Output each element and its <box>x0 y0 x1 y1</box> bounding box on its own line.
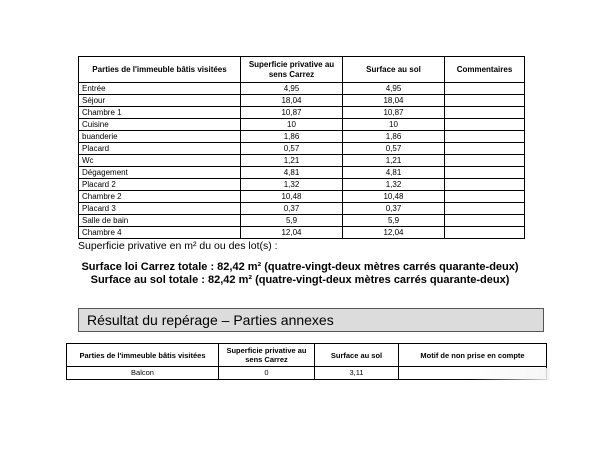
cell-comment <box>445 203 525 215</box>
table-row <box>79 203 525 215</box>
cell-sol: 10,48 <box>343 191 445 203</box>
cell-carrez: 0,57 <box>241 143 343 155</box>
cell-carrez: 18,04 <box>241 95 343 107</box>
cell-sol: 5,9 <box>343 215 445 227</box>
header-parties: Parties de l'immeuble bâtis visitées <box>79 57 241 83</box>
cell-comment <box>445 215 525 227</box>
cell-room-name: Entrée <box>79 83 241 95</box>
cell-comment <box>445 143 525 155</box>
cell-carrez: 0 <box>219 367 315 380</box>
cell-sol: 18,04 <box>343 95 445 107</box>
cell-room-name: Chambre 4 <box>79 227 241 239</box>
summary-intro: Superficie privative en m² du ou des lot(s) : <box>78 240 278 252</box>
cell-comment <box>445 155 525 167</box>
table-header-row <box>79 57 525 83</box>
section-title-annexes: Résultat du repérage – Parties annexes <box>78 308 544 332</box>
cell-sol: 1,21 <box>343 155 445 167</box>
cell-sol: 1,32 <box>343 179 445 191</box>
cell-carrez: 5,9 <box>241 215 343 227</box>
cell-room-name: Balcon <box>67 367 219 380</box>
parties-table <box>78 56 525 239</box>
table-row <box>79 167 525 179</box>
header-sol: Surface au sol <box>315 344 399 367</box>
cell-comment <box>445 119 525 131</box>
cell-room-name: Dégagement <box>79 167 241 179</box>
cell-sol: 12,04 <box>343 227 445 239</box>
table-row <box>79 143 525 155</box>
table-row <box>79 191 525 203</box>
cell-comment <box>445 179 525 191</box>
table-row <box>79 83 525 95</box>
table-row <box>79 119 525 131</box>
cell-sol: 0,37 <box>343 203 445 215</box>
cell-sol: 0,57 <box>343 143 445 155</box>
cell-comment <box>445 131 525 143</box>
cell-room-name: Chambre 1 <box>79 107 241 119</box>
cell-room-name: Salle de bain <box>79 215 241 227</box>
cell-comment <box>445 191 525 203</box>
cell-room-name: Chambre 2 <box>79 191 241 203</box>
cell-room-name: Séjour <box>79 95 241 107</box>
cell-room-name: Placard <box>79 143 241 155</box>
cell-carrez: 10,87 <box>241 107 343 119</box>
cell-room-name: buanderie <box>79 131 241 143</box>
cell-room-name: Cuisine <box>79 119 241 131</box>
carrez-total: Surface loi Carrez totale : 82,42 m² (quatre-vingt-deux mètres carrés quarante-deux) <box>81 261 519 273</box>
cell-sol: 10,87 <box>343 107 445 119</box>
cell-carrez: 12,04 <box>241 227 343 239</box>
cell-sol: 1,86 <box>343 131 445 143</box>
table-row <box>79 227 525 239</box>
header-motif: Motif de non prise en compte <box>399 344 547 367</box>
header-carrez: Superficie privative au sens Carrez <box>219 344 315 367</box>
cell-sol: 4,95 <box>343 83 445 95</box>
cell-sol: 4,81 <box>343 167 445 179</box>
header-carrez: Superficie privative au sens Carrez <box>241 57 343 83</box>
scan-smudge <box>470 368 550 380</box>
sol-total: Surface au sol totale : 82,42 m² (quatre-vingt-deux mètres carrés quarante-deux) <box>90 274 510 286</box>
cell-room-name: Wc <box>79 155 241 167</box>
table-row <box>79 155 525 167</box>
header-parties: Parties de l'immeuble bâtis visitées <box>67 344 219 367</box>
table-row <box>79 95 525 107</box>
cell-carrez: 0,37 <box>241 203 343 215</box>
cell-comment <box>445 95 525 107</box>
cell-sol: 10 <box>343 119 445 131</box>
header-commentaires: Commentaires <box>445 57 525 83</box>
cell-carrez: 10 <box>241 119 343 131</box>
table-row <box>79 107 525 119</box>
table-row <box>79 131 525 143</box>
table-row <box>79 179 525 191</box>
cell-carrez: 4,81 <box>241 167 343 179</box>
cell-room-name: Placard 3 <box>79 203 241 215</box>
cell-carrez: 1,21 <box>241 155 343 167</box>
cell-carrez: 1,32 <box>241 179 343 191</box>
cell-room-name: Placard 2 <box>79 179 241 191</box>
cell-carrez: 4,95 <box>241 83 343 95</box>
cell-comment <box>445 227 525 239</box>
cell-comment <box>445 107 525 119</box>
cell-carrez: 10,48 <box>241 191 343 203</box>
cell-sol: 3,11 <box>315 367 399 380</box>
table-row <box>79 215 525 227</box>
cell-comment <box>445 83 525 95</box>
cell-carrez: 1,86 <box>241 131 343 143</box>
cell-comment <box>445 167 525 179</box>
table-header-row <box>67 344 547 367</box>
header-sol: Surface au sol <box>343 57 445 83</box>
